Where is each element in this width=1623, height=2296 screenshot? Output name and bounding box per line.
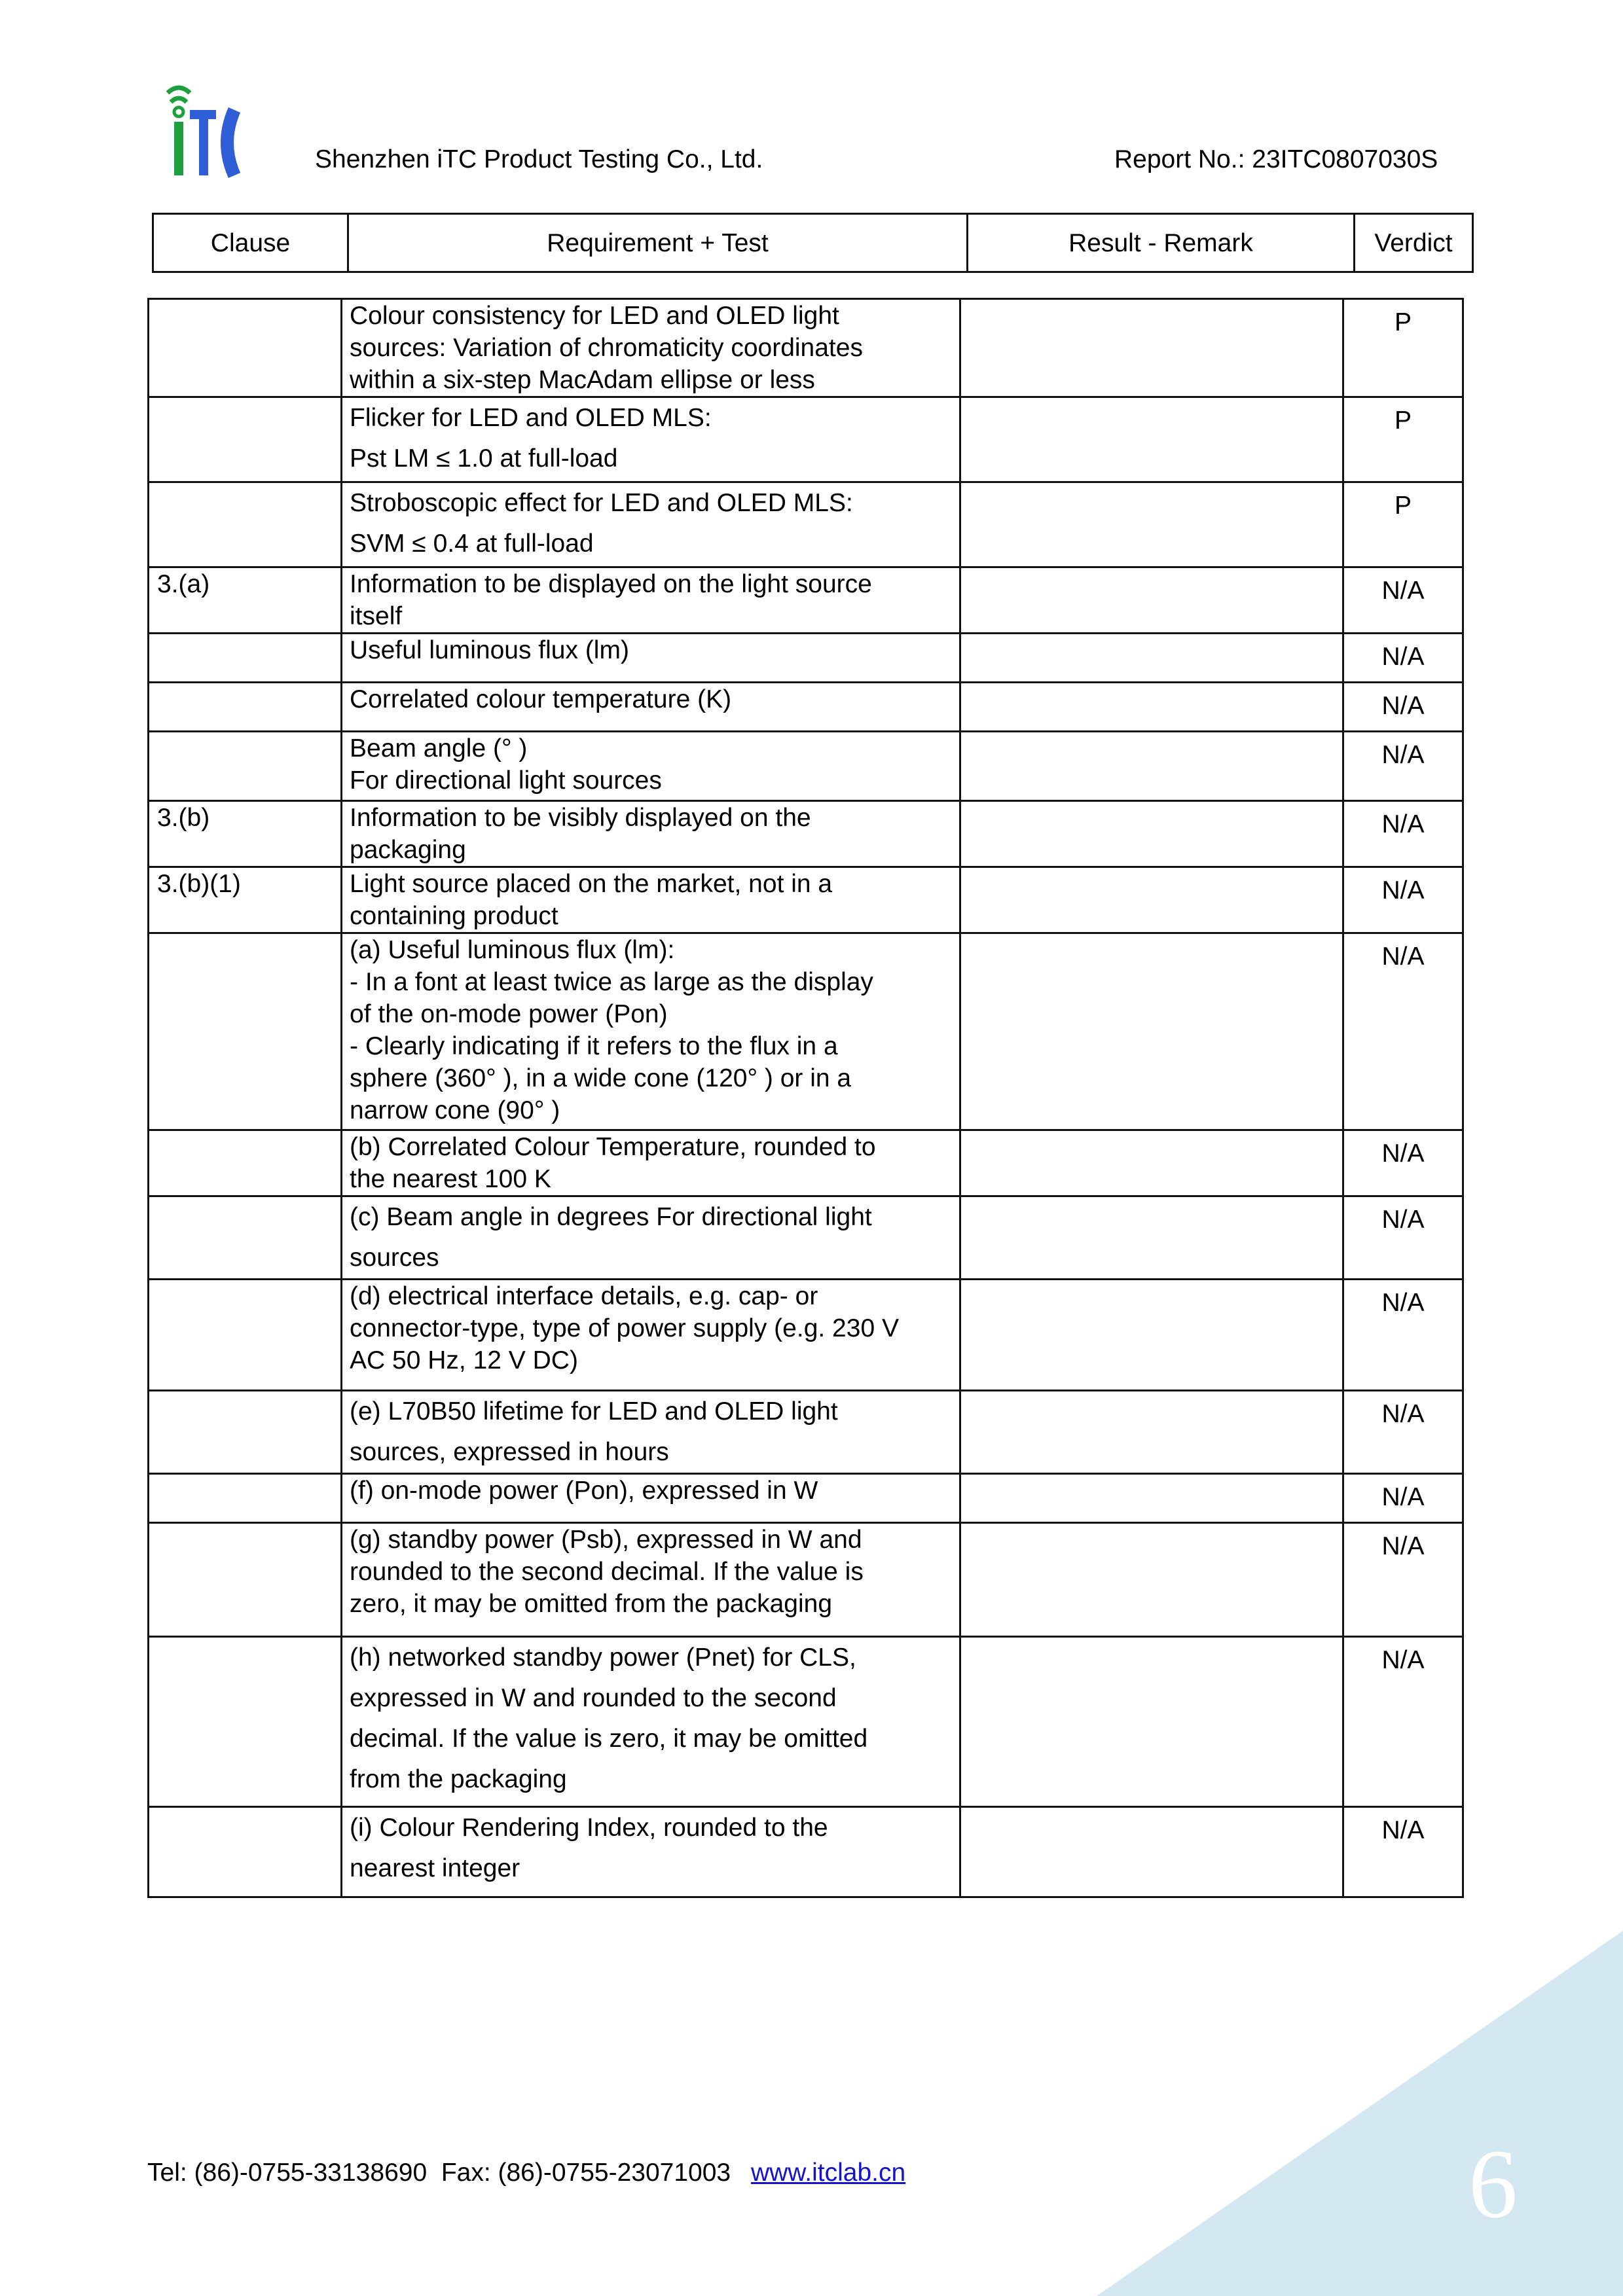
requirements-table: [147, 298, 1464, 1898]
result-cell: [960, 1196, 1343, 1280]
requirement-line: the nearest 100 K: [350, 1165, 551, 1193]
table-row: [149, 1280, 1463, 1391]
requirement-cell: [342, 1807, 960, 1897]
requirement-line: (a) Useful luminous flux (lm):: [350, 936, 675, 964]
company-name: Shenzhen iTC Product Testing Co., Ltd.: [315, 145, 763, 173]
requirement-line: sources: [350, 1244, 439, 1272]
verdict-cell: N/A: [1343, 867, 1463, 933]
requirement-line: expressed in W and rounded to the second: [350, 1684, 837, 1712]
clause-cell: [149, 683, 342, 732]
table-row: [149, 1391, 1463, 1474]
result-cell: [960, 1474, 1343, 1523]
table-header: [152, 213, 1474, 273]
requirement-line: packaging: [350, 836, 466, 864]
requirement-line: Information to be visibly displayed on the: [350, 804, 811, 832]
requirement-line: of the on-mode power (Pon): [350, 1000, 668, 1028]
clause-cell: [149, 482, 342, 567]
requirement-cell: [342, 933, 960, 1130]
result-cell: [960, 482, 1343, 567]
result-cell: [960, 1807, 1343, 1897]
requirement-line: Stroboscopic effect for LED and OLED MLS:: [350, 489, 853, 517]
requirement-line: Light source placed on the market, not in a: [350, 870, 833, 898]
verdict-cell: P: [1343, 482, 1463, 567]
requirement-cell: [342, 634, 960, 683]
requirement-cell: [342, 732, 960, 801]
result-cell: [960, 634, 1343, 683]
table-row: [149, 1474, 1463, 1523]
requirement-line: from the packaging: [350, 1765, 567, 1793]
footer-tel: Tel: (86)-0755-33138690: [147, 2159, 428, 2187]
clause-cell: 3.(a): [149, 567, 342, 634]
verdict-cell: P: [1343, 397, 1463, 482]
requirement-line: nearest integer: [350, 1854, 520, 1882]
clause-cell: 3.(b): [149, 801, 342, 867]
clause-cell: 3.(b)(1): [149, 867, 342, 933]
requirement-line: itself: [350, 602, 403, 630]
requirement-cell: [342, 1196, 960, 1280]
requirement-line: decimal. If the value is zero, it may be omitted: [350, 1725, 868, 1753]
table-row: [149, 801, 1463, 867]
report-number: Report No.: 23ITC0807030S: [1114, 145, 1438, 173]
table-row: [149, 1196, 1463, 1280]
verdict-cell: N/A: [1343, 634, 1463, 683]
clause-cell: [149, 1523, 342, 1637]
verdict-cell: N/A: [1343, 1391, 1463, 1474]
clause-cell: [149, 397, 342, 482]
result-cell: [960, 1637, 1343, 1807]
verdict-cell: N/A: [1343, 1196, 1463, 1280]
requirement-line: narrow cone (90° ): [350, 1096, 560, 1124]
result-cell: [960, 683, 1343, 732]
result-cell: [960, 299, 1343, 397]
table-row: [149, 683, 1463, 732]
requirement-line: - In a font at least twice as large as the display: [350, 968, 873, 996]
requirement-line: SVM ≤ 0.4 at full-load: [350, 529, 594, 558]
verdict-cell: N/A: [1343, 567, 1463, 634]
clause-cell: [149, 732, 342, 801]
clause-cell: [149, 1391, 342, 1474]
requirement-cell: [342, 801, 960, 867]
requirement-line: (b) Correlated Colour Temperature, rounded to: [350, 1133, 876, 1161]
requirement-line: sphere (360° ), in a wide cone (120° ) or in a: [350, 1064, 852, 1092]
requirement-line: containing product: [350, 902, 558, 930]
header-verdict: Verdict: [1355, 214, 1473, 272]
requirement-line: within a six-step MacAdam ellipse or less: [350, 366, 815, 394]
requirement-line: (d) electrical interface details, e.g. cap- or: [350, 1282, 818, 1310]
result-cell: [960, 867, 1343, 933]
clause-cell: [149, 933, 342, 1130]
clause-cell: [149, 634, 342, 683]
requirement-cell: [342, 1637, 960, 1807]
table-row: [149, 299, 1463, 397]
requirement-line: (i) Colour Rendering Index, rounded to the: [350, 1814, 828, 1842]
clause-cell: [149, 1474, 342, 1523]
requirement-line: Information to be displayed on the light source: [350, 570, 872, 598]
requirement-cell: [342, 683, 960, 732]
verdict-cell: P: [1343, 299, 1463, 397]
page-number: 6: [1468, 2130, 1518, 2238]
result-cell: [960, 1280, 1343, 1391]
verdict-cell: N/A: [1343, 1523, 1463, 1637]
requirement-cell: [342, 1523, 960, 1637]
requirement-line: Pst LM ≤ 1.0 at full-load: [350, 444, 618, 473]
verdict-cell: N/A: [1343, 801, 1463, 867]
requirement-cell: [342, 1474, 960, 1523]
header-requirement: Requirement + Test: [348, 214, 968, 272]
requirement-cell: [342, 482, 960, 567]
result-cell: [960, 1130, 1343, 1196]
requirement-line: Correlated colour temperature (K): [350, 685, 732, 713]
verdict-cell: N/A: [1343, 683, 1463, 732]
result-cell: [960, 732, 1343, 801]
website-link[interactable]: www.itclab.cn: [750, 2159, 906, 2187]
result-cell: [960, 801, 1343, 867]
requirement-line: Beam angle (° ): [350, 734, 528, 762]
verdict-cell: N/A: [1343, 1130, 1463, 1196]
requirement-line: For directional light sources: [350, 766, 662, 795]
clause-cell: [149, 1807, 342, 1897]
requirement-line: sources, expressed in hours: [350, 1438, 669, 1466]
table-row: [149, 1637, 1463, 1807]
requirement-line: connector-type, type of power supply (e.g. 230 V: [350, 1314, 899, 1342]
clause-cell: [149, 1280, 342, 1391]
requirement-line: (e) L70B50 lifetime for LED and OLED light: [350, 1397, 838, 1426]
requirement-line: (g) standby power (Psb), expressed in W and: [350, 1526, 862, 1554]
verdict-cell: N/A: [1343, 933, 1463, 1130]
result-cell: [960, 397, 1343, 482]
requirement-cell: [342, 567, 960, 634]
requirement-line: AC 50 Hz, 12 V DC): [350, 1346, 578, 1374]
header-result: Result - Remark: [968, 214, 1355, 272]
requirement-line: Colour consistency for LED and OLED light: [350, 302, 839, 330]
table-row: [149, 867, 1463, 933]
result-cell: [960, 1391, 1343, 1474]
requirement-line: sources: Variation of chromaticity coordinates: [350, 334, 863, 362]
table-row: [149, 567, 1463, 634]
table-row: [149, 1523, 1463, 1637]
requirement-cell: [342, 867, 960, 933]
verdict-cell: N/A: [1343, 1280, 1463, 1391]
requirement-cell: [342, 1130, 960, 1196]
verdict-cell: N/A: [1343, 732, 1463, 801]
requirement-cell: [342, 397, 960, 482]
itc-logo-icon: [162, 84, 287, 179]
requirement-cell: [342, 1391, 960, 1474]
header-clause: Clause: [153, 214, 348, 272]
table-row: [149, 732, 1463, 801]
requirement-line: (h) networked standby power (Pnet) for CLS,: [350, 1643, 856, 1672]
footer: [147, 2159, 905, 2187]
verdict-cell: N/A: [1343, 1637, 1463, 1807]
table-row: [149, 634, 1463, 683]
requirement-line: (c) Beam angle in degrees For directional light: [350, 1203, 872, 1231]
requirement-line: rounded to the second decimal. If the value is: [350, 1558, 864, 1586]
clause-cell: [149, 1196, 342, 1280]
requirement-cell: [342, 299, 960, 397]
clause-cell: [149, 1130, 342, 1196]
table-row: [149, 1130, 1463, 1196]
requirement-cell: [342, 1280, 960, 1391]
verdict-cell: N/A: [1343, 1807, 1463, 1897]
requirement-line: - Clearly indicating if it refers to the flux in a: [350, 1032, 838, 1060]
requirement-line: (f) on-mode power (Pon), expressed in W: [350, 1477, 818, 1505]
table-row: [149, 482, 1463, 567]
footer-fax: Fax: (86)-0755-23071003: [441, 2159, 731, 2187]
requirement-line: Useful luminous flux (lm): [350, 636, 629, 664]
result-cell: [960, 1523, 1343, 1637]
verdict-cell: N/A: [1343, 1474, 1463, 1523]
requirement-line: Flicker for LED and OLED MLS:: [350, 404, 712, 432]
clause-cell: [149, 299, 342, 397]
requirement-line: zero, it may be omitted from the packaging: [350, 1590, 833, 1618]
table-row: [149, 397, 1463, 482]
clause-cell: [149, 1637, 342, 1807]
result-cell: [960, 933, 1343, 1130]
table-row: [149, 1807, 1463, 1897]
result-cell: [960, 567, 1343, 634]
table-row: [149, 933, 1463, 1130]
